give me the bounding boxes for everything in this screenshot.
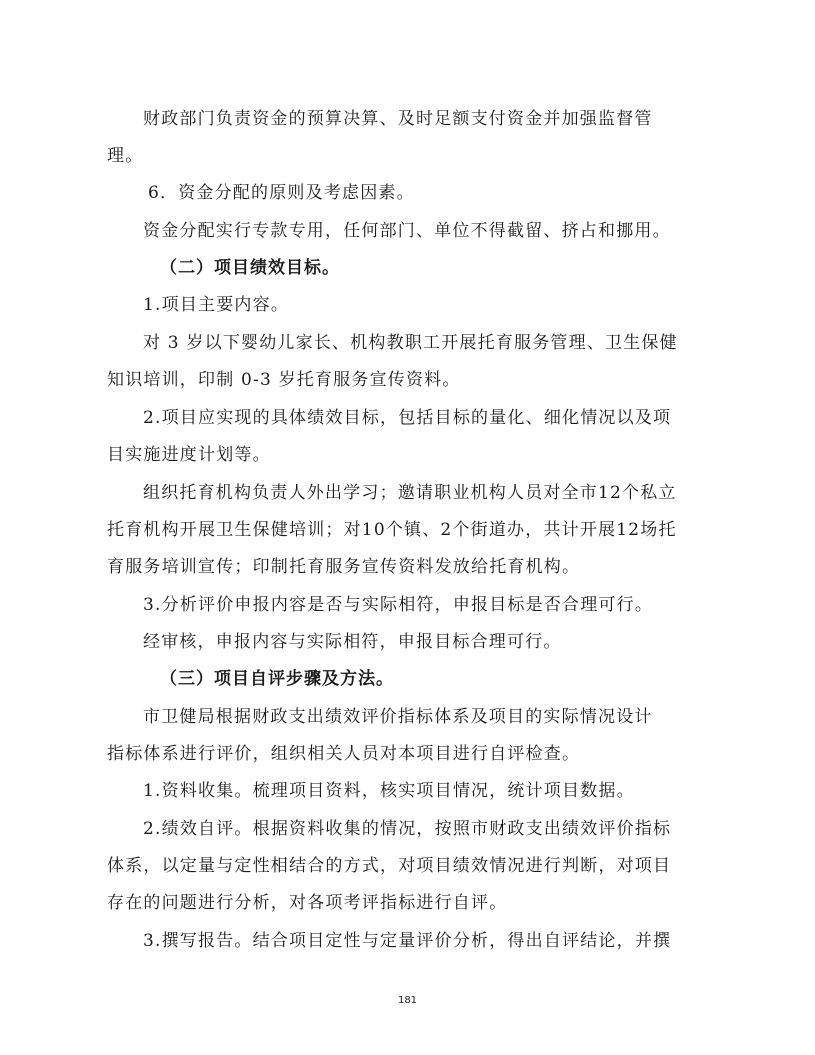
paragraph-line: 经审核，申报内容与实际相符，申报目标合理可行。 [143,632,562,652]
list-item-heading: 1.资料收集。梳理项目资料，核实项目情况，统计项目数据。 [143,781,635,801]
paragraph-line: 财政部门负责资金的预算决算、及时足额支付资金并加强监督管 [143,109,653,129]
list-item-heading: 1.项目主要内容。 [143,295,290,315]
paragraph-line: 对 3 岁以下婴幼儿家长、机构教职工开展托育服务管理、卫生保健 [143,333,678,353]
list-item-heading: 3.撰写报告。结合项目定性与定量评价分析，得出自评结论，并撰 [143,931,672,951]
paragraph-line: 目实施进度计划等。 [107,445,271,465]
section-heading: （三）项目自评步骤及方法。 [160,669,394,689]
paragraph-line: 存在的问题进行分析，对各项考评指标进行自评。 [107,893,508,913]
list-item-heading: 6．资金分配的原则及考虑因素。 [148,183,415,203]
list-item-heading: 2.项目应实现的具体绩效目标，包括目标的量化、细化情况以及项 [143,408,672,428]
page-number: 181 [397,995,418,1006]
paragraph-line: 托育机构开展卫生保健培训；对10个镇、2个街道办，共计开展12场托 [107,520,677,540]
paragraph-line: 市卫健局根据财政支出绩效评价指标体系及项目的实际情况设计 [143,707,653,727]
list-item-heading: 2.绩效自评。根据资料收集的情况，按照市财政支出绩效评价指标 [143,819,672,839]
paragraph-line: 资金分配实行专款专用，任何部门、单位不得截留、挤占和挪用。 [143,221,671,241]
paragraph-line: 体系，以定量与定性相结合的方式，对项目绩效情况进行判断，对项目 [107,856,672,876]
list-item-heading: 3.分析评价申报内容是否与实际相符，申报目标是否合理可行。 [143,595,654,615]
paragraph-line: 理。 [107,146,144,166]
section-heading: （二）项目绩效目标。 [160,258,340,278]
paragraph-line: 指标体系进行评价，组织相关人员对本项目进行自评检查。 [107,744,581,764]
paragraph-line: 知识培训，印制 0-3 岁托育服务宣传资料。 [107,370,461,390]
paragraph-line: 组织托育机构负责人外出学习；邀请职业机构人员对全市12个私立 [143,483,677,503]
paragraph-line: 育服务培训宣传；印制托育服务宣传资料发放给托育机构。 [107,557,581,577]
